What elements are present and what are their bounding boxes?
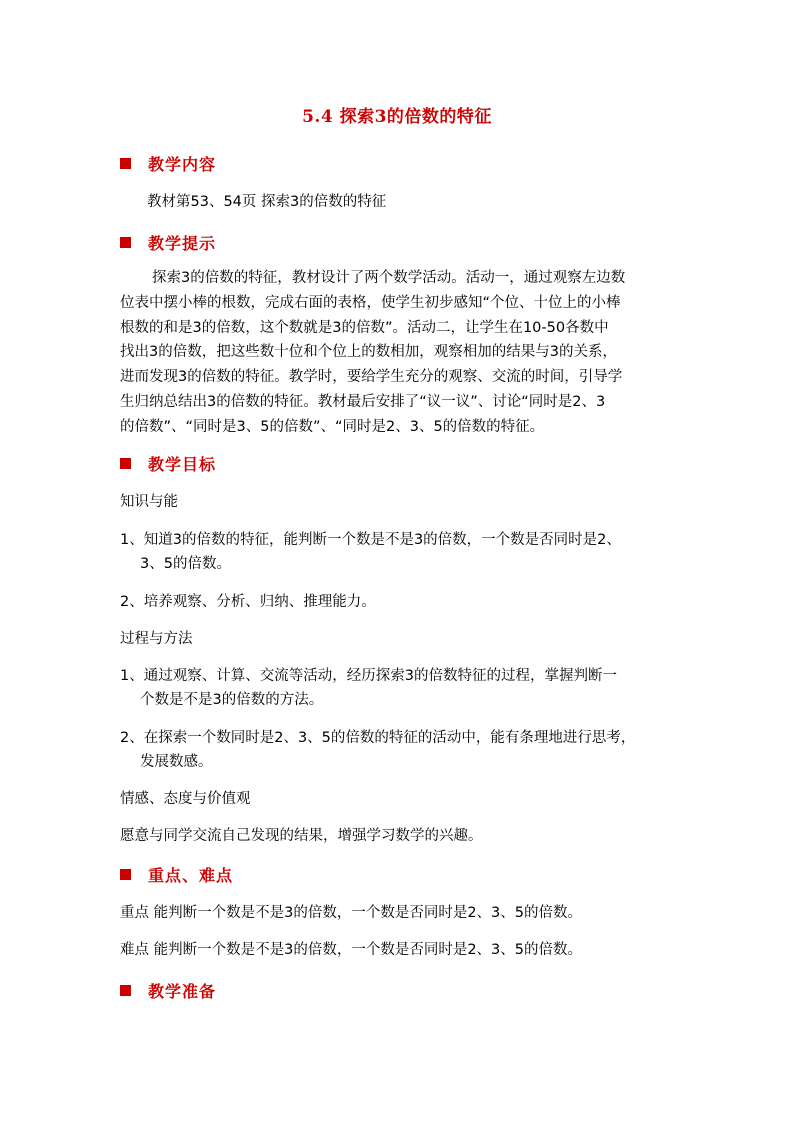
square-bullet-icon [120, 458, 131, 469]
subsection-label-knowledge: 知识与能 [120, 494, 178, 510]
paragraph-line: 的倍数”、“同时是3、5的倍数”、“同时是2、3、5的倍数的特征。 [120, 418, 545, 435]
list-item-line: 2、培养观察、分析、归纳、推理能力。 [120, 594, 376, 610]
section-heading-text: 教学准备 [148, 981, 217, 1001]
section-heading-text: 重点、难点 [148, 865, 234, 885]
subsection-label-process: 过程与方法 [120, 631, 193, 647]
list-item-line: 1、知道3的倍数的特征，能判断一个数是不是3的倍数，一个数是否同时是2、 [120, 532, 621, 548]
list-item-line: 3、5的倍数。 [140, 556, 231, 572]
section-heading-text: 教学提示 [148, 233, 217, 253]
section-heading-goals [120, 452, 216, 474]
content-text: 教材第53、54页 探索3的倍数的特征 [147, 194, 387, 210]
section-heading-keypoints [120, 863, 233, 885]
section-heading-text: 教学目标 [148, 454, 217, 474]
subsection-label-emotion: 情感、态度与价值观 [120, 791, 251, 807]
list-item-line: 发展数感。 [140, 754, 213, 770]
square-bullet-icon [120, 237, 131, 248]
document-title: 5.4 探索3的倍数的特征 [302, 107, 492, 127]
section-heading-hints [120, 231, 216, 253]
paragraph-line: 进而发现3的倍数的特征。教学时，要给学生充分的观察、交流的时间，引导学 [120, 369, 623, 386]
square-bullet-icon [120, 985, 131, 996]
list-item-line: 1、通过观察、计算、交流等活动，经历探索3的倍数特征的过程，掌握判断一 [120, 668, 617, 684]
square-bullet-icon [120, 869, 131, 880]
emotion-text: 愿意与同学交流自己发现的结果，增强学习数学的兴趣。 [120, 828, 483, 844]
section-heading-text: 教学内容 [148, 154, 217, 174]
hints-paragraph [120, 266, 680, 440]
difficult-point-text: 难点 能判断一个数是不是3的倍数，一个数是否同时是2、3、5的倍数。 [120, 942, 583, 958]
section-heading-prep [120, 979, 216, 1001]
paragraph-line: 探索3的倍数的特征，教材设计了两个数学活动。活动一，通过观察左边数 [152, 270, 626, 286]
list-item-line: 个数是不是3的倍数的方法。 [140, 692, 324, 708]
paragraph-line: 生归纳总结出3的倍数的特征。教材最后安排了“议一议”、讨论“同时是2、3 [120, 393, 606, 410]
paragraph-line: 找出3的倍数，把这些数十位和个位上的数相加，观察相加的结果与3的关系， [120, 344, 617, 361]
list-item-line: 2、在探索一个数同时是2、3、5的倍数的特征的活动中，能有条理地进行思考， [120, 730, 636, 746]
section-heading-content [120, 152, 216, 174]
square-bullet-icon [120, 158, 131, 169]
key-point-text: 重点 能判断一个数是不是3的倍数，一个数是否同时是2、3、5的倍数。 [120, 905, 583, 921]
paragraph-line: 位表中摆小棒的根数，完成右面的表格，使学生初步感知“个位、十位上的小棒 [120, 294, 621, 311]
paragraph-line: 根数的和是3的倍数，这个数就是3的倍数”。活动二，让学生在10-50各数中 [120, 319, 609, 336]
